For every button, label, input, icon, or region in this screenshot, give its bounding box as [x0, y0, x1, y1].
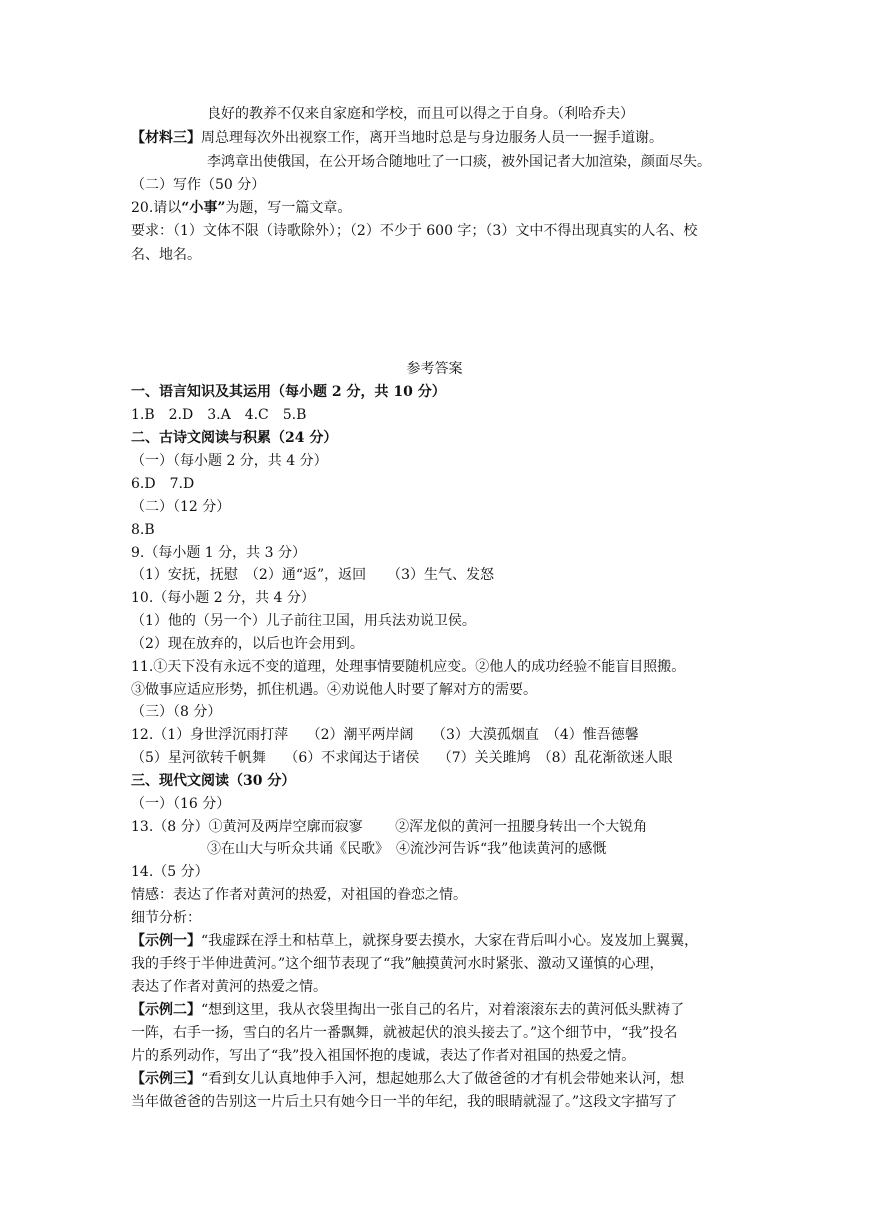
material-3-tag: 【材料三】 — [131, 130, 201, 146]
writing-section-heading: （二）写作（50 分） — [131, 177, 266, 193]
answer-11-line-2: ③做事应适应形势，抓住机遇。④劝说他人时要了解对方的需要。 — [131, 682, 537, 698]
example-1-line-1 — [131, 930, 698, 952]
requirements-line-1: 要求：（1）文体不限（诗歌除外）；（2）不少于 600 字；（3）文中不得出现真实的人名、校 — [131, 223, 698, 239]
example-2-line-2: 一阵，右手一扬，雪白的名片一番飘舞，就被起伏的浪头接去了。”这个细节中，“我”投名 — [131, 1025, 678, 1041]
section-2-part-1-answers: 6.D 7.D — [131, 476, 195, 492]
answer-10-2: （2）现在放弃的，以后也许会用到。 — [131, 636, 364, 652]
material-2-quote: 良好的教养不仅来自家庭和学校，而且可以得之于自身。（利哈乔夫） — [207, 106, 634, 122]
answer-8: 8.B — [131, 522, 155, 538]
section-1-heading: 一、语言知识及其运用（每小题 2 分，共 10 分） — [131, 384, 446, 400]
section-1-answers: 1.B 2.D 3.A 4.C 5.B — [131, 407, 307, 423]
example-2-line-3: 片的系列动作，写出了“我”投入祖国怀抱的虔诚，表达了作者对祖国的热爱之情。 — [131, 1048, 636, 1064]
answer-14-detail-label: 细节分析： — [131, 910, 201, 926]
question-9-heading: 9.（每小题 1 分，共 3 分） — [131, 545, 306, 561]
question-10-heading: 10.（每小题 2 分，共 4 分） — [131, 590, 315, 606]
q20-topic: “小事” — [181, 200, 226, 216]
example-2-text: “想到这里，我从衣袋里掏出一张自己的名片，对着滚滚东去的黄河低头默祷了 — [201, 1002, 685, 1018]
answer-9: （1）安抚，抚慰 （2）通“返”，返回 （3）生气、发怒 — [131, 567, 495, 583]
answer-10-1: （1）他的（另一个）儿子前往卫国，用兵法劝说卫侯。 — [131, 613, 476, 629]
answer-13-line-2: ③在山大与听众共诵《民歌》 ④流沙河告诉“我”他读黄河的感慨 — [207, 841, 607, 857]
q20-prefix: 20.请以 — [131, 200, 182, 216]
section-2-heading: 二、古诗文阅读与积累（24 分） — [131, 430, 338, 446]
section-3-heading: 三、现代文阅读（30 分） — [131, 773, 296, 789]
answer-12-line-1: 12.（1）身世浮沉雨打萍 （2）潮平两岸阔 （3）大漠孤烟直 （4）惟吾德馨 — [131, 727, 639, 743]
answers-title: 参考答案 — [406, 361, 463, 377]
example-2-line-1 — [131, 999, 684, 1021]
answer-11-line-1: 11.①天下没有永远不变的道理，处理事情要随机应变。②他人的成功经验不能盲目照搬。 — [131, 659, 686, 675]
section-3-part-1-heading: （一）（16 分） — [131, 796, 231, 812]
answer-12-line-2: （5）星河欲转千帆舞 （6）不求闻达于诸侯 （7）关关雎鸠 （8）乱花渐欲迷人眼 — [131, 750, 673, 766]
section-2-part-2-heading: （二）（12 分） — [131, 499, 231, 515]
requirements-line-2: 名、地名。 — [131, 247, 201, 263]
example-3-text: “看到女儿认真地伸手入河，想起她那么大了做爸爸的才有机会带她来认河，想 — [201, 1071, 685, 1087]
answer-13-line-1: 13.（8 分）①黄河及两岸空廓而寂寥 ②浑龙似的黄河一扭腰身转出一个大锐角 — [131, 819, 648, 835]
example-1-line-2: 我的手终于半伸进黄河。”这个细节表现了“我”触摸黄河水时紧张、激动又谨慎的心理， — [131, 956, 664, 972]
question-20 — [131, 197, 351, 219]
example-1-text: “我虚踩在浮土和枯草上，就探身要去摸水，大家在背后叫小心。岌岌加上翼翼， — [201, 933, 699, 949]
question-14-heading: 14.（5 分） — [131, 864, 209, 880]
q20-suffix: 为题，写一篇文章。 — [225, 200, 352, 216]
example-1-tag: 【示例一】 — [131, 933, 201, 949]
example-3-tag: 【示例三】 — [131, 1071, 201, 1087]
example-2-tag: 【示例二】 — [131, 1002, 201, 1018]
section-2-part-1-heading: （一）（每小题 2 分，共 4 分） — [131, 453, 328, 469]
material-3-line-2: 李鸿章出使俄国，在公开场合随地吐了一口痰，被外国记者大加渲染，颜面尽失。 — [207, 154, 711, 170]
example-3-line-2: 当年做爸爸的告别这一片后土只有她今日一半的年纪，我的眼睛就湿了。”这段文字描写了 — [131, 1094, 678, 1110]
material-3-line — [131, 127, 663, 149]
answer-14-emotion: 情感：表达了作者对黄河的热爱，对祖国的眷恋之情。 — [131, 887, 467, 903]
example-1-line-3: 表达了作者对黄河的热爱之情。 — [131, 979, 327, 995]
section-2-part-3-heading: （三）（8 分） — [131, 704, 222, 720]
material-3-text: 周总理每次外出视察工作，离开当地时总是与身边服务人员一一握手道谢。 — [201, 130, 663, 146]
example-3-line-1 — [131, 1068, 684, 1090]
